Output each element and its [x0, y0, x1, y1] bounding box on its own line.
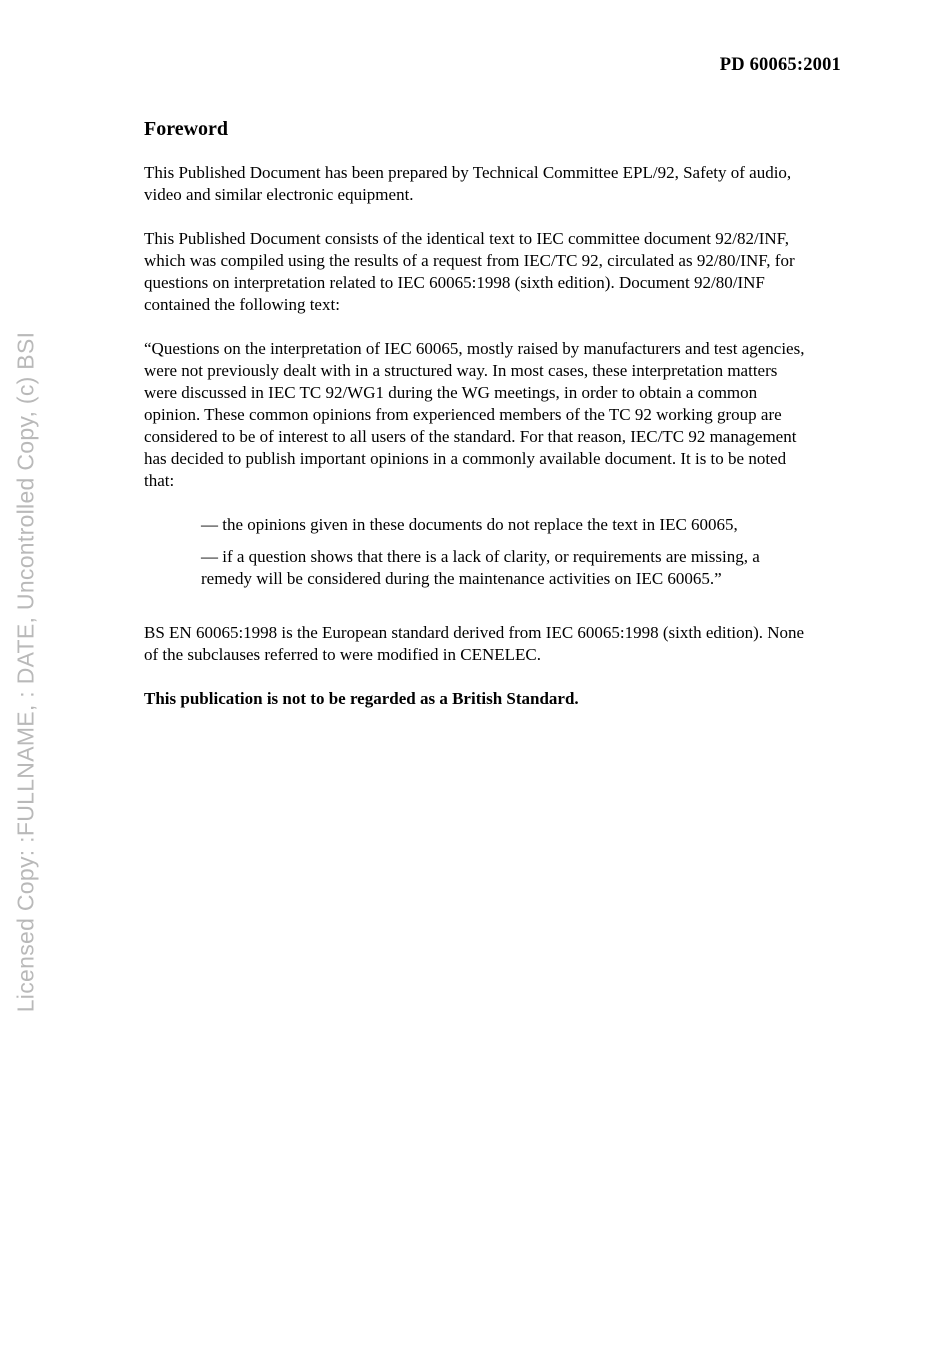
paragraph-european-standard: BS EN 60065:1998 is the European standard derived from IEC 60065:1998 (sixth edition). None of the subclauses referred to were modified in CENELEC.	[144, 623, 805, 664]
foreword-section	[144, 116, 809, 732]
page-title: Foreword	[144, 118, 229, 140]
paragraph-preparation: This Published Document has been prepared by Technical Committee EPL/92, Safety of audio, video and similar electronic equipment.	[144, 163, 792, 204]
list-item: — the opinions given in these documents do not replace the text in IEC 60065,	[201, 515, 738, 534]
notice-not-british-standard: This publication is not to be regarded as a British Standard.	[144, 689, 579, 708]
document-number: PD 60065:2001	[719, 55, 841, 75]
paragraph-consists-of: This Published Document consists of the identical text to IEC committee document 92/82/INF, which was compiled using the results of a request from IEC/TC 92, circulated as 92/80/INF, for questions on interpretation related to IEC 60065:1998 (sixth edition). Document 92/80/INF contained the following text:	[144, 229, 795, 314]
paragraph-quotation: “Questions on the interpretation of IEC 60065, mostly raised by manufacturers and test agencies, were not previously dealt with in a structured way. In most cases, these interpretation matters were discussed in IEC TC 92/WG1 during the WG meetings, in order to obtain a common opinion. These common opinions from experienced members of the TC 92 working group are considered to be of interest to all users of the standard. For that reason, IEC/TC 92 management has decided to publish important opinions in a commonly available document. It is to be noted that:	[144, 339, 805, 490]
notes-list	[201, 514, 791, 590]
license-watermark: Licensed Copy: :FULLNAME, : DATE, Uncontrolled Copy, (c) BSI	[12, 331, 39, 1013]
list-item: — if a question shows that there is a lack of clarity, or requirements are missing, a remedy will be considered during the maintenance activities on IEC 60065.”	[201, 547, 760, 588]
